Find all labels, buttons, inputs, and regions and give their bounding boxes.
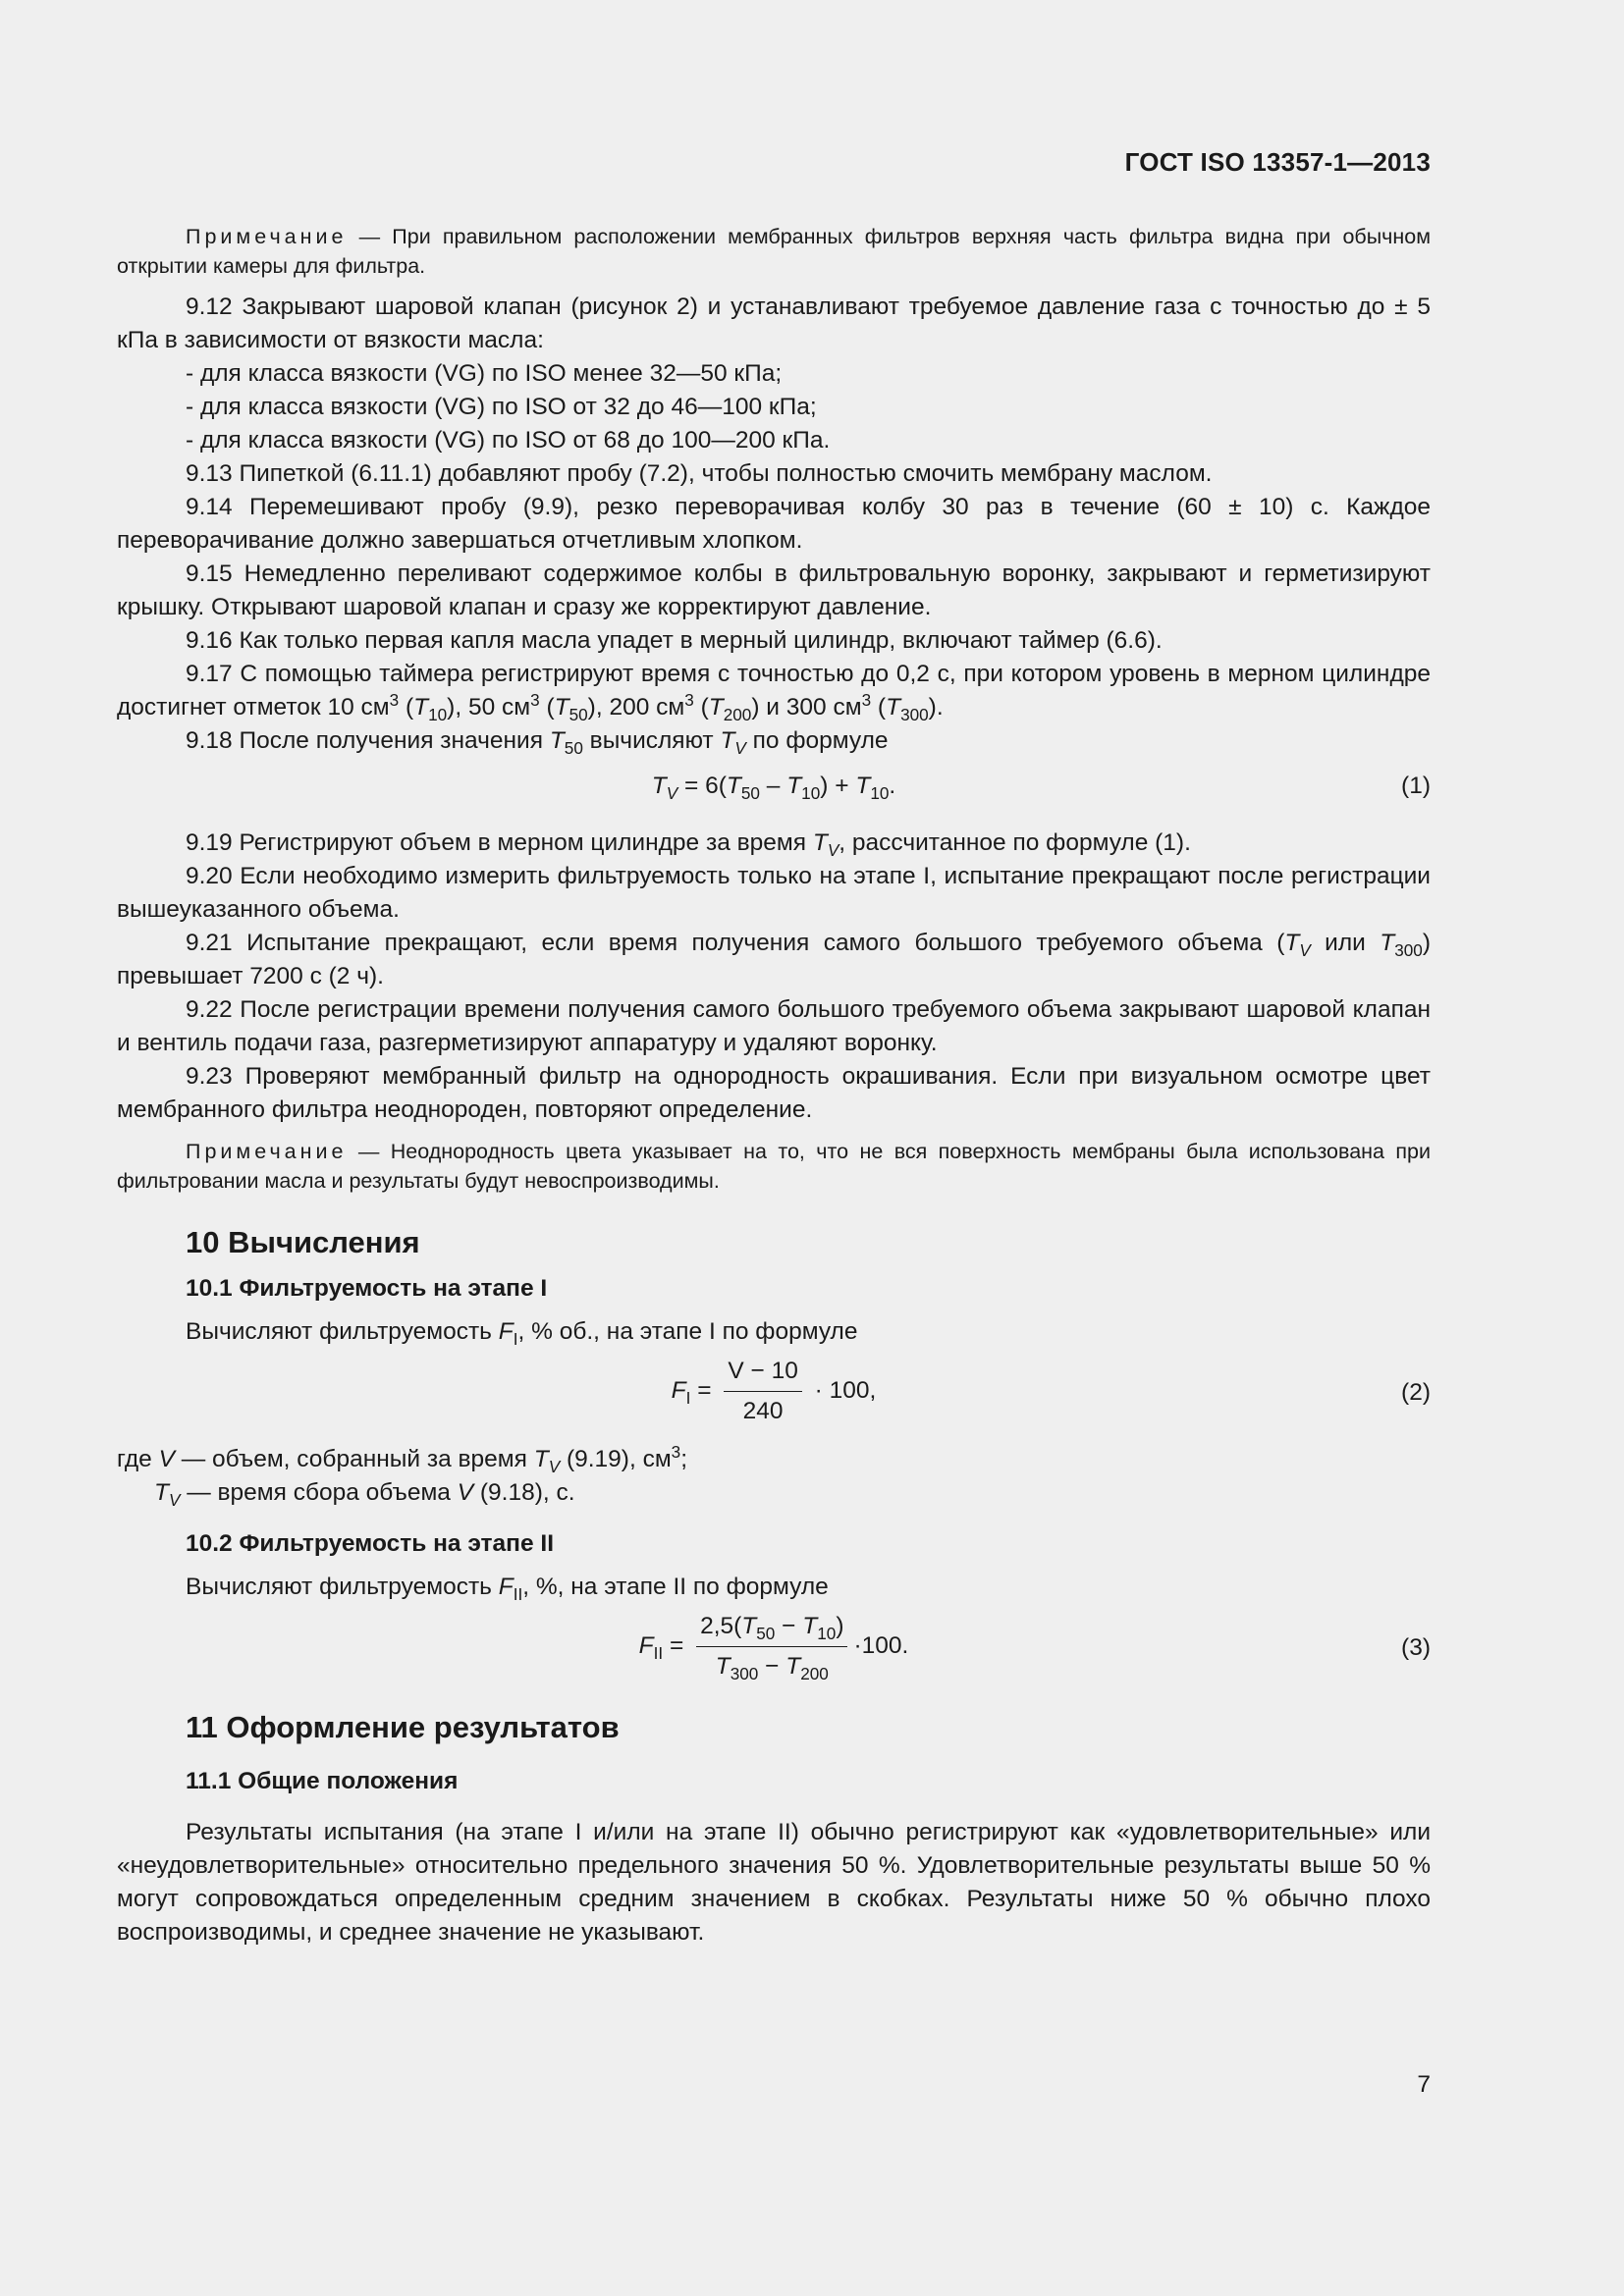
formula-2-legend-v: где V — объем, собранный за время $T_V$ (9.19), $см^3$; [117, 1442, 688, 1476]
section-11-1-text: Результаты испытания (на этапе I и/или на этапе II) обычно регистрируют как «удовлетворительные» или «неудовлетворительные» относительно предельного значения 50 %. Удовлетворительные результаты выше 50 % могут сопровождаться определенным средним значением в скобках. Результаты ниже 50 % обычно плохо воспроизводимы, и среднее значение не указывают. [117, 1819, 1431, 1946]
standard-designation: ГОСТ ISO 13357-1—2013 [1124, 147, 1431, 177]
page-body [117, 222, 1431, 1949]
formula-1-number: (1) [1401, 773, 1431, 799]
formula-3 [117, 1604, 1431, 1698]
clause-9-13: 9.13 Пипеткой (6.11.1) добавляют пробу (7.2), чтобы полностью смочить мембрану маслом. [186, 460, 1213, 487]
formula-2 [117, 1349, 1431, 1443]
section-10-1-heading: 10.1 Фильтруемость на этапе I [186, 1275, 548, 1302]
formula-3-number: (3) [1401, 1634, 1431, 1661]
formula-2-expression: $F_I$ = $\frac{V - 10}{240}$ · 100, [117, 1355, 1431, 1428]
section-11-1-heading: 11.1 Общие положения [186, 1768, 459, 1794]
list-item-vg-3: - для класса вязкости (VG) по ISO от 68 до 100—200 кПа. [186, 427, 831, 454]
list-item-vg-2: - для класса вязкости (VG) по ISO от 32 до 46—100 кПа; [186, 394, 817, 420]
section-10-2-heading: 10.2 Фильтруемость на этапе II [186, 1530, 555, 1557]
formula-2-legend-tv: $T_V$ — время сбора объема V (9.18), с. [154, 1479, 575, 1510]
list-item-vg-1: - для класса вязкости (VG) по ISO менее 32—50 кПа; [186, 360, 783, 387]
formula-1-expression: $T_V = 6(T_{50} - T_{10}) + T_{10}$. [651, 773, 896, 803]
clause-9-18: 9.18 После получения значения $T_{50}$ вычисляют $T_V$ по формуле [186, 727, 889, 758]
section-10-1-text: Вычисляют фильтруемость $F_I$, % об., на этапе I по формуле [186, 1318, 858, 1349]
clause-9-22: 9.22 После регистрации времени получения самого большого требуемого объема закрывают шаровой клапан и вентиль подачи газа, разгерметизируют аппаратуру и удаляют воронку. [117, 996, 1431, 1056]
clause-9-21: 9.21 Испытание прекращают, если время получения самого большого требуемого объема ($T_V$ или $T_{300}$) превышает 7200 с (2 ч). [117, 930, 1431, 989]
page-number: 7 [1417, 2071, 1431, 2098]
clause-9-15: 9.15 Немедленно переливают содержимое колбы в фильтровальную воронку, закрывают и герметизируют крышку. Открывают шаровой клапан и сразу же корректируют давление. [117, 561, 1431, 620]
section-10-heading: 10 Вычисления [186, 1225, 420, 1259]
clause-9-12: 9.12 Закрывают шаровой клапан (рисунок 2) и устанавливают требуемое давление газа с точностью до ± 5 кПа в зависимости от вязкости масла: [117, 294, 1431, 353]
clause-9-19: 9.19 Регистрируют объем в мерном цилиндре за время $T_V$, рассчитанное по формуле (1). [186, 829, 1191, 860]
formula-1 [117, 758, 1431, 817]
note-color-uniformity: Примечание — Неоднородность цвета указывает на то, что не вся поверхность мембраны была использована при фильтровании масла и результаты будут невоспроизводимы. [117, 1140, 1431, 1193]
clause-9-23: 9.23 Проверяют мембранный фильтр на однородность окрашивания. Если при визуальном осмотре цвет мембранного фильтра неоднороден, повторяют определение. [117, 1063, 1431, 1123]
section-10-2-text: Вычисляют фильтруемость $F_{II}$, %, на этапе II по формуле [186, 1574, 829, 1604]
formula-2-number: (2) [1401, 1379, 1431, 1406]
clause-9-14: 9.14 Перемешивают пробу (9.9), резко переворачивая колбу 30 раз в течение (60 ± 10) с. Каждое переворачивание должно завершаться отчетливым хлопком. [117, 494, 1431, 554]
note-membrane-position: Примечание — При правильном расположении мембранных фильтров верхняя часть фильтра видна при обычном открытии камеры для фильтра. [117, 225, 1431, 278]
clause-9-16: 9.16 Как только первая капля масла упадет в мерный цилиндр, включают таймер (6.6). [186, 627, 1163, 654]
clause-9-20: 9.20 Если необходимо измерить фильтруемость только на этапе I, испытание прекращают после регистрации вышеуказанного объема. [117, 863, 1431, 923]
clause-9-17: 9.17 С помощью таймера регистрируют время с точностью до 0,2 с, при котором уровень в мерном цилиндре достигнет отметок 10 $см^3$ $(T_{10})$, 50 $см^3$ $(T_{50})$, 200 $см^3$ $(T_{200})$ и 300 $см^3$ $(T_{300})$. [117, 661, 1431, 724]
section-11-heading: 11 Оформление результатов [186, 1710, 620, 1744]
formula-3-expression: $F_{II}$ = $\frac{2,5(T_{50} - T_{10})}{T_{300} - T_{200}}$ ·100. [117, 1610, 1431, 1683]
